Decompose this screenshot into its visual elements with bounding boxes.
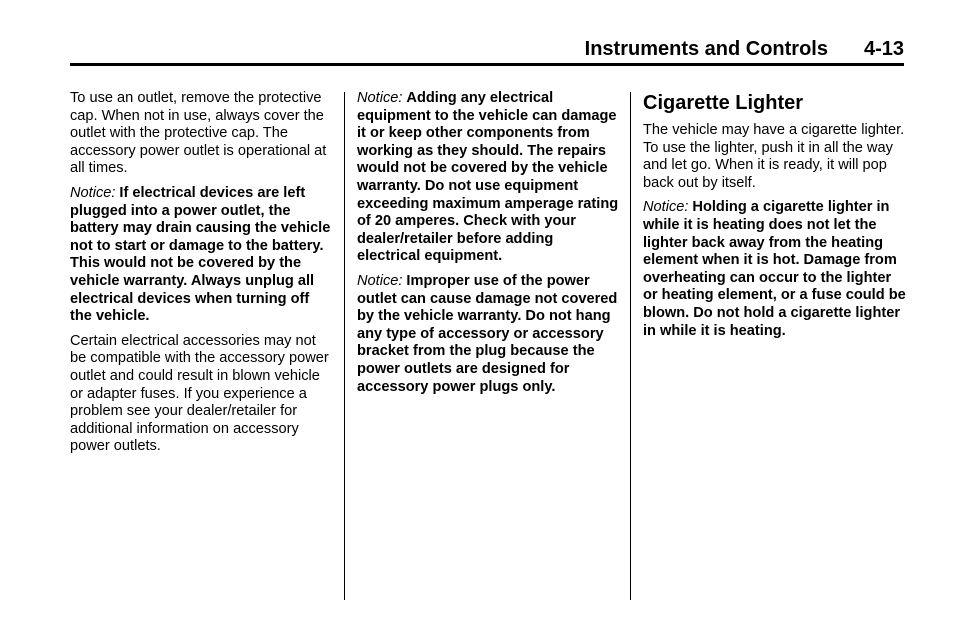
column-divider-2 <box>630 92 631 600</box>
lighter-usage-paragraph: The vehicle may have a cigarette lighter. To use the lighter, push it in all the way and let go. When it is ready, it will pop back out by itself. <box>643 122 905 191</box>
page-number: 4-13 <box>863 38 904 60</box>
notice-label: Notice: <box>357 90 403 106</box>
notice-text: Improper use of the power outlet can cause damage not covered by the vehicle warranty. Do not hang any type of accessory or accessory bracket from the plug because the power outlets are designed for accessory power plugs only. <box>357 272 618 395</box>
notice-text: Adding any electrical equipment to the vehicle can damage it or keep other components from working as they should. The repairs would not be covered by the vehicle warranty. Do not use equipment exceeding maximum amperage rating of 20 amperes. Check with your dealer/retailer before adding electrical equipment. <box>357 90 619 265</box>
notice-text: Holding a cigarette lighter in while it is heating does not let the lighter back away from the heating element when it is hot. Damage from overheating can occur to the lighter or heating element, or a fuse could be blown. Do not hold a cigarette lighter in while it is heating. <box>643 199 906 339</box>
section-title: Cigarette Lighter <box>643 92 804 114</box>
notice-battery-drain <box>70 185 332 326</box>
notice-lighter-heating <box>643 199 907 340</box>
column-divider-1 <box>344 92 345 600</box>
section-header-title: Instruments and Controls <box>584 38 828 60</box>
header-divider <box>70 63 904 66</box>
notice-text: If electrical devices are left plugged into a power outlet, the battery may drain causing the vehicle not to start or damage to the battery. This would not be covered by the vehicle warranty. Always unplug all electrical devices when turning off the vehicle. <box>70 184 331 325</box>
column-right <box>643 90 907 347</box>
notice-label: Notice: <box>357 272 403 289</box>
notice-improper-use <box>357 273 619 396</box>
column-left <box>70 90 332 463</box>
page-header <box>70 38 904 64</box>
notice-label: Notice: <box>70 184 116 201</box>
notice-label: Notice: <box>643 199 689 216</box>
outlet-usage-paragraph: To use an outlet, remove the protective cap. When not in use, always cover the outlet with the protective cap. The accessory power outlet is operational at all times. <box>70 90 327 177</box>
accessory-compatibility-paragraph: Certain electrical accessories may not be compatible with the accessory power outlet and could result in blown vehicle or adapter fuses. If you experience a problem see your dealer/retailer for additional information on accessory power outlets. <box>70 332 329 455</box>
column-middle <box>357 90 619 403</box>
notice-electrical-equipment <box>357 90 619 266</box>
